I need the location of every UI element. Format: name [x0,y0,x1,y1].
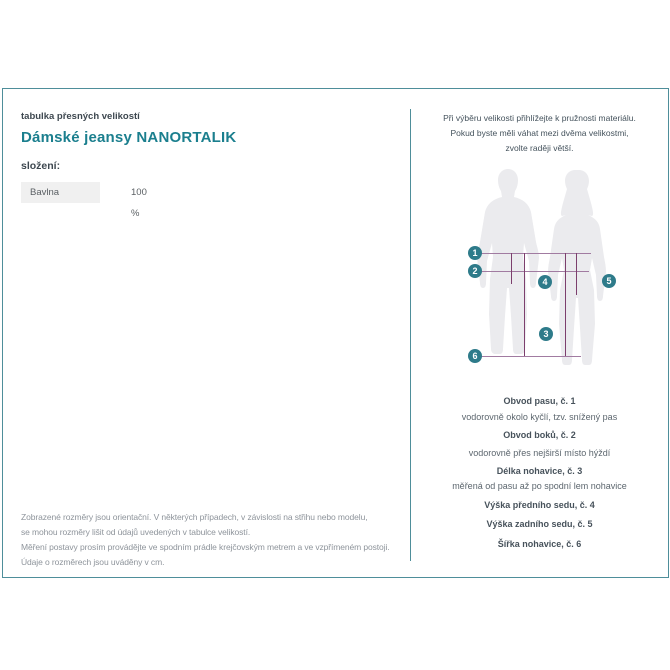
page-frame [2,88,669,578]
marker-3: 3 [539,327,553,341]
marker-4: 4 [538,275,552,289]
note-line: se mohou rozměry lišit od údajů uvedených v tabulce velikostí. [21,527,251,537]
female-silhouette [548,170,606,365]
measurement-desc: vodorovně okolo kyčlí, tzv. snížený pas [461,412,618,422]
marker-1: 1 [468,246,482,260]
leg-length-line-right [565,253,566,356]
marker-5: 5 [602,274,616,288]
waist-line [481,253,591,254]
hip-line [481,271,589,272]
composition-value: 100 % [131,187,147,219]
measurement-label: Šířka nohavice, č. 6 [497,539,582,549]
measurement-figure [440,164,660,374]
measurement-label: Délka nohavice, č. 3 [496,466,583,476]
male-silhouette [477,169,539,354]
measurement-label: Výška zadního sedu, č. 5 [486,519,593,529]
note-line: Měření postavy prosím provádějte ve spodním prádle krejčovským metrem a ve vzpřímeném postoji. [21,542,390,552]
measurement-label: Výška předního sedu, č. 4 [484,500,595,510]
advice-line: Při výběru velikosti přihlížejte k pružnosti materiálu. [443,113,636,123]
advice-line: Pokud byste měli váhat mezi dvěma velikostmi, [450,128,629,138]
front-rise-line [511,253,512,284]
leg-length-line-left [524,253,525,356]
size-advice-text [411,111,668,156]
measurement-label: Obvod pasu, č. 1 [503,396,576,406]
composition-material: Bavlna [21,182,100,203]
note-line: Zobrazené rozměry jsou orientační. V některých případech, v závislosti na střihu nebo modelu, [21,512,368,522]
measurement-notes [21,510,403,570]
note-line: Údaje o rozměrech jsou uváděny v cm. [21,557,165,567]
measurement-definitions [411,394,668,559]
hem-line [481,356,581,357]
composition-label: složení: [21,160,61,172]
marker-2: 2 [468,264,482,278]
page-kicker: tabulka přesných velikostí [21,111,140,122]
measurement-label: Obvod boků, č. 2 [503,430,576,440]
back-rise-line [576,253,577,295]
marker-6: 6 [468,349,482,363]
measurement-desc: měřená od pasu až po spodní lem nohavice [452,481,627,491]
page-title: Dámské jeansy NANORTALIK [21,129,237,146]
advice-line: zvolte raději větší. [505,143,574,153]
measurement-desc: vodorovně přes nejširší místo hýždí [468,448,611,458]
